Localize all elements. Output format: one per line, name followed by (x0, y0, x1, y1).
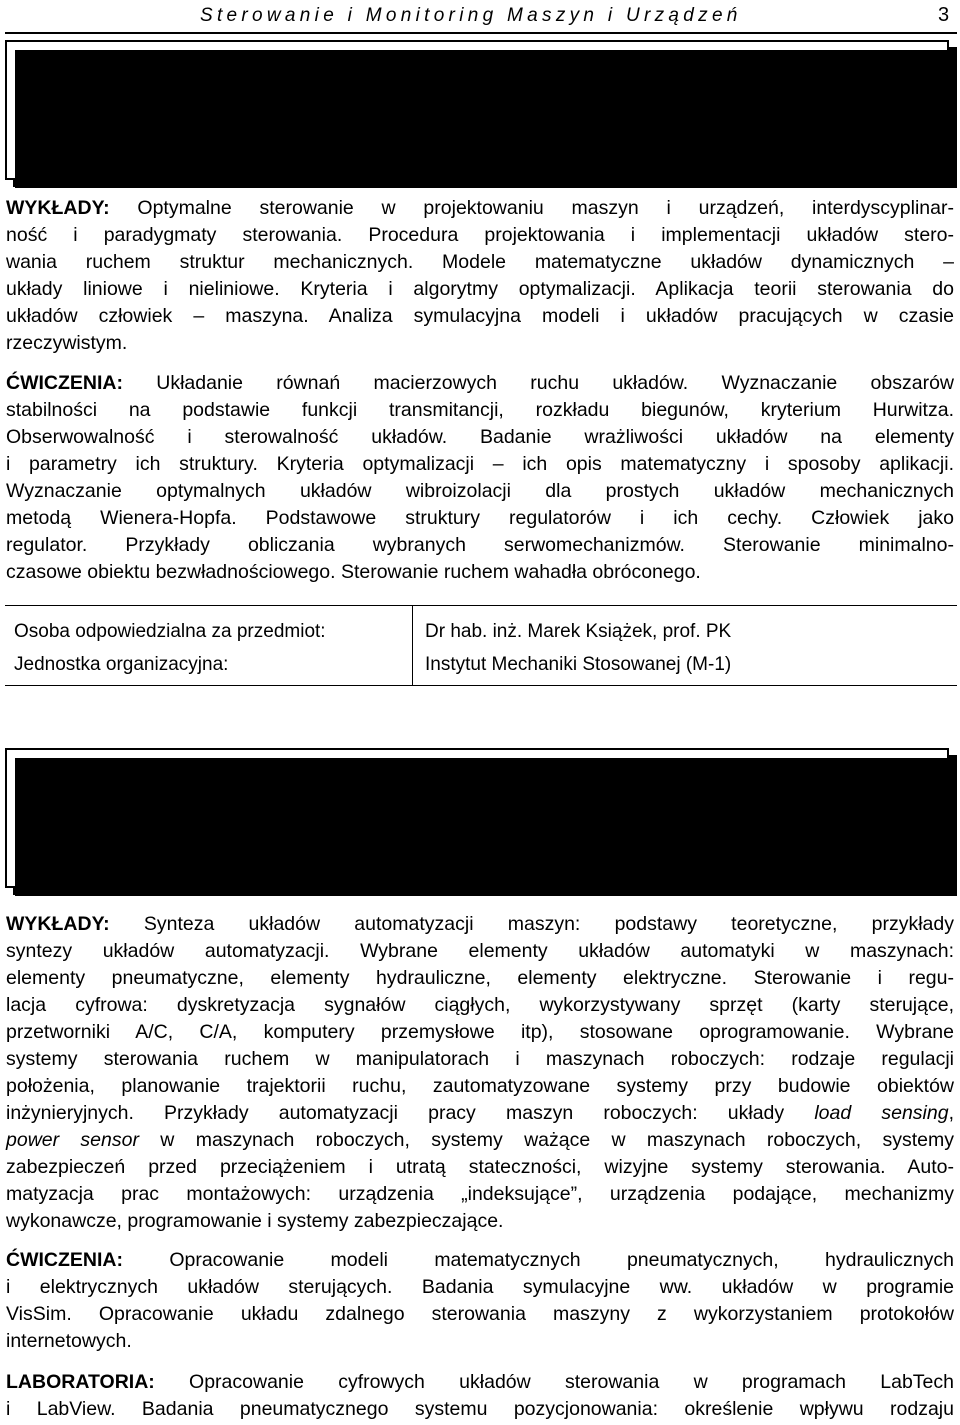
text-line: inżynieryjnych. Przykłady automatyzacji pracy maszyn roboczych: układy load sensing, (6, 1102, 954, 1124)
text-line: syntezy układów automatyzacji. Wybrane elementy układów automatyki w maszynach: (6, 940, 954, 962)
course1-exercises (6, 370, 954, 586)
text-line: Optymalne sterowanie w projektowaniu maszyn i urządzeń, interdyscyplinar- (109, 197, 954, 219)
text-line: wania ruchem struktur mechanicznych. Modele matematyczne układów dynamicznych – (6, 251, 954, 273)
course1-lectures (6, 195, 954, 357)
text-line: i parametry ich struktury. Kryteria optymalizacji – ich opis matematyczny i sposoby aplikacji. (6, 453, 954, 475)
field-label: Kierunek/Specjalność: (21, 770, 209, 791)
semester-value: VIII $W^E2$, C1, L2 (6 pkt.) (330, 844, 561, 869)
text-line: przetworniki A/C, C/A, komputery przemysłowe itp), stosowane oprogramowanie. Wybrane (6, 1021, 954, 1043)
course2-exercises (6, 1247, 954, 1355)
header-rule (5, 32, 957, 34)
text-line: Układanie równań macierzowych ruchu układów. Wyznaczanie obszarów (122, 372, 954, 394)
text-line: i elektrycznych układów sterujących. Badania symulacyjne ww. układów w programie (6, 1276, 954, 1298)
text-line: czasowe obiektu bezwładnościowego. Sterowanie ruchem wahadła obróconego. (6, 561, 701, 583)
responsible-person: Dr hab. inż. Marek Książek, prof. PK (425, 621, 732, 642)
text-line: rzeczywistym. (6, 332, 128, 354)
responsible-person-label: Osoba odpowiedzialna za przedmiot: (14, 621, 326, 642)
table-rule-top (5, 605, 957, 606)
org-unit-label: Jednostka organizacyjna: (14, 654, 229, 675)
running-header-title: Sterowanie i Monitoring Maszyn i Urządzeń (200, 5, 742, 26)
text-line: Obserwowalność i sterowalność układów. Badanie wrażliwości układów na elementy (6, 426, 954, 448)
text-line: VisSim. Opracowanie układu zdalnego sterowania maszyny z wykorzystaniem protokołów (6, 1303, 954, 1325)
exercises-label: ĆWICZENIA: (6, 372, 123, 394)
text-line: Opracowanie modeli matematycznych pneumatycznych, hydraulicznych (122, 1249, 954, 1271)
text-line: Opracowanie cyfrowych układów sterowania w programach LabTech (154, 1371, 954, 1393)
course2-laboratory (6, 1369, 954, 1423)
field-value: AiR / Sterowanie i Monitoring Maszyn i Urządzeń (330, 770, 742, 791)
text-line: power sensor w maszynach roboczych, systemy ważące w maszynach roboczych, systemy (6, 1129, 954, 1151)
course1-info-box (5, 40, 949, 180)
exercises-label: ĆWICZENIA: (6, 1249, 123, 1271)
text-line: lacja cyfrowa: dyskretyzacja sygnałów ciągłych, wykorzystywany sprzęt (karty sterujące, (6, 994, 954, 1016)
text-line: Wyznaczanie optymalnych układów wibroizolacji dla prostych układów mechanicznych (6, 480, 954, 502)
text-line: położenia, planowanie trajektorii ruchu, zautomatyzowane systemy przy budowie obiektów (6, 1075, 954, 1097)
course2-info-box (5, 748, 949, 888)
semester-label: Semestr, wymiar godz., pkt.: (21, 135, 252, 156)
semester-label: Semestr, wymiar godz., pkt.: (21, 848, 252, 869)
title-label: Tytuł przedmiotu: (21, 97, 166, 118)
text-line: elementy pneumatyczne, elementy hydrauliczne, elementy elektryczne. Sterowanie i regu- (6, 967, 954, 989)
table-divider (412, 605, 413, 685)
text-line: i LabView. Badania pneumatycznego systemu pozycjonowania: określenie wpływu rodzaju (6, 1398, 954, 1420)
laboratory-label: LABORATORIA: (6, 1371, 155, 1393)
text-line: układy liniowe i nieliniowe. Kryteria i algorytmy optymalizacji. Aplikacja teorii sterowania do (6, 278, 954, 300)
course2-lectures (6, 911, 954, 1235)
text-line: stabilności na podstawie funkcji transmitancji, rozkładu biegunów, kryterium Hurwitza. (6, 399, 954, 421)
field-label: Kierunek/Specjalność: (21, 64, 209, 85)
text-line: metodą Wienera-Hopfa. Podstawowe struktury regulatorów i ich cechy. Człowiek jako (6, 507, 954, 529)
field-value: AiR / Sterowanie i Monitoring Maszyn i Urządzeń (330, 64, 742, 85)
text-line: ność i paradygmaty sterowania. Procedura projektowania i implementacji układów stero- (6, 224, 954, 246)
lectures-label: WYKŁADY: (6, 913, 110, 935)
course-title: Optymalne sterowanie ruchem (330, 97, 607, 118)
text-line: internetowych. (6, 1330, 132, 1352)
text-line: systemy sterowania ruchem w manipulatorach i maszynach roboczych: rodzaje regulacji (6, 1048, 954, 1070)
text-line: układów człowiek – maszyna. Analiza symulacyjna modeli i układów pracujących w czasie (6, 305, 954, 327)
text-line: Synteza układów automatyzacji maszyn: podstawy teoretyczne, przykłady (109, 913, 954, 935)
semester-value: VIII W1, C1 (2 pkt.) (330, 135, 516, 156)
text-line: zabezpieczeń przed przeciążeniem i utratą stateczności, wizyjne systemy sterowania. Auto- (6, 1156, 954, 1178)
lectures-label: WYKŁADY: (6, 197, 110, 219)
course-title: Sterowanie i automatyzacja maszyn (330, 807, 654, 828)
text-line: wykonawcze, programowanie i systemy zabezpieczające. (6, 1210, 504, 1232)
org-unit: Instytut Mechaniki Stosowanej (M-1) (425, 654, 732, 675)
table-rule-bottom (5, 685, 957, 686)
title-label: Tytuł przedmiotu: (21, 807, 166, 828)
page-number: 3 (938, 4, 950, 26)
text-line: regulator. Przykłady obliczania wybranych serwomechanizmów. Sterowanie minimalno- (6, 534, 954, 556)
text-line: matyzacja prac montażowych: urządzenia „indeksujące”, urządzenia podające, mechanizmy (6, 1183, 954, 1205)
